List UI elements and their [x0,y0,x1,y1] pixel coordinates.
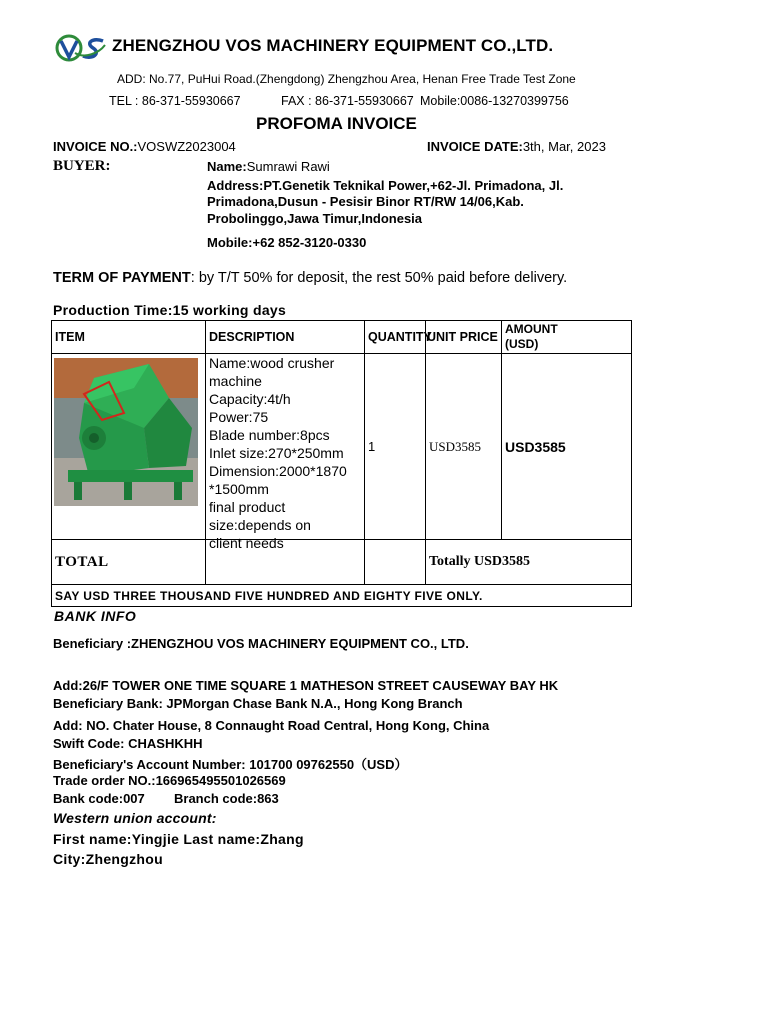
payment-terms [53,270,567,286]
buyer-name [207,158,330,176]
buyer-label: BUYER: [53,158,111,174]
payment-terms-label: TERM OF PAYMENT [53,270,191,286]
buyer-mobile: Mobile:+62 852-3120-0330 [207,235,367,250]
header-amount-line1: AMOUNT [505,322,558,336]
description-line: Power:75 [209,409,269,425]
buyer-name-label: Name: [207,159,247,174]
total-empty-cell [365,540,426,585]
invoice-number-value: VOSWZ2023004 [137,139,236,154]
description-line: Inlet size:270*250mm [209,445,344,461]
item-description-cell [206,354,365,551]
payment-terms-text: : by T/T 50% for deposit, the rest 50% paid before delivery. [190,270,568,286]
description-line: final product [209,499,286,515]
company-mobile: Mobile:0086-13270399756 [420,94,569,108]
item-unit-price: USD3585 [426,354,502,540]
bank-code: Bank code:007 [53,791,145,806]
description-line: Blade number:8pcs [209,427,330,443]
total-label: TOTAL [52,540,206,585]
bank-account-number: Beneficiary's Account Number: 101700 09762550（USD） [53,757,408,772]
bank-name: Beneficiary Bank: JPMorgan Chase Bank N.A., Hong Kong Branch [53,696,463,711]
bank-info-title: BANK INFO [54,608,137,624]
branch-code: Branch code:863 [174,791,279,806]
wood-crusher-machine-photo [54,358,198,506]
item-image-cell [52,354,206,540]
table-total-row [52,540,632,585]
western-union-title: Western union account: [53,810,217,826]
invoice-date-label: INVOICE DATE: [427,139,523,154]
header-unit-price: UNIT PRICE [426,321,502,354]
company-address: ADD: No.77, PuHui Road.(Zhengdong) Zhengzhou Area, Henan Free Trade Test Zone [117,72,576,86]
total-value: Totally USD3585 [426,540,632,585]
description-line: Capacity:4t/h [209,391,291,407]
trade-order-number: Trade order NO.:166965495501026569 [53,773,286,788]
header-amount [502,321,632,354]
table-say-row [52,585,632,607]
item-amount: USD3585 [502,354,632,540]
description-line: machine [209,373,262,389]
company-fax: FAX : 86-371-55930667 [281,94,414,108]
western-union-city: City:Zhengzhou [53,851,163,867]
invoice-number [53,138,236,156]
buyer-name-value: Sumrawi Rawi [246,159,330,174]
bank-beneficiary-address: Add:26/F TOWER ONE TIME SQUARE 1 MATHESON STREET CAUSEWAY BAY HK [53,678,559,693]
buyer-address-line: Probolinggo,Jawa Timur,Indonesia [207,211,423,226]
bank-beneficiary: Beneficiary :ZHENGZHOU VOS MACHINERY EQUIPMENT CO., LTD. [53,636,469,651]
header-item: ITEM [52,321,206,354]
item-quantity: 1 [365,354,426,540]
buyer-address-line: Address:PT.Genetik Teknikal Power,+62-Jl. Primadona, Jl. [207,178,564,193]
buyer-address-line: Primadona,Dusun - Pesisir Binor RT/RW 14/06,Kab. [207,194,524,209]
description-line: size:depends on [209,517,311,533]
bank-address: Add: NO. Chater House, 8 Connaught Road Central, Hong Kong, China [53,718,490,733]
company-tel: TEL : 86-371-55930667 [109,94,241,108]
bank-swift-code: Swift Code: CHASHKHH [53,736,203,751]
description-line: client needs [209,535,284,551]
table-row [52,354,632,540]
company-logo [55,33,107,63]
document-title: PROFOMA INVOICE [256,114,417,133]
header-quantity: QUANTITY [365,321,426,354]
invoice-number-label: INVOICE NO.: [53,139,138,154]
production-time: Production Time:15 working days [53,302,287,318]
amount-in-words: SAY USD THREE THOUSAND FIVE HUNDRED AND EIGHTY FIVE ONLY. [52,585,632,607]
header-amount-line2: (USD) [505,337,539,351]
description-line: *1500mm [209,481,269,497]
western-union-name: First name:Yingjie Last name:Zhang [53,831,304,847]
invoice-date [427,138,606,156]
header-description: DESCRIPTION [206,321,365,354]
description-line: Dimension:2000*1870 [209,463,347,479]
invoice-table [51,320,632,607]
invoice-date-value: 3th, Mar, 2023 [522,139,606,154]
company-name: ZHENGZHOU VOS MACHINERY EQUIPMENT CO.,LTD. [112,36,554,55]
description-line: Name:wood crusher [209,355,335,371]
table-header-row [52,321,632,354]
